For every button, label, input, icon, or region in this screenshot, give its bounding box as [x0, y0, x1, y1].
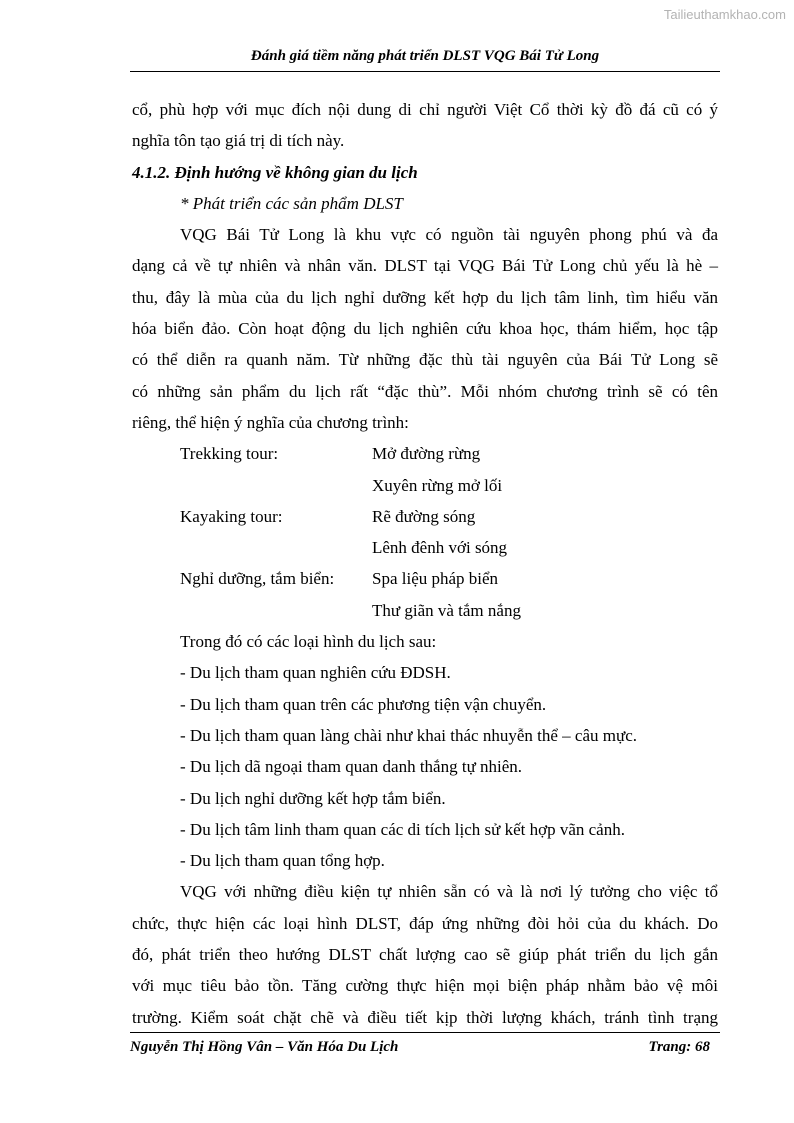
watermark: Tailieuthamkhao.com	[663, 7, 786, 22]
subheading: * Phát triển các sản phẩm DLST	[180, 193, 403, 213]
running-header: Đánh giá tiềm năng phát triển DLST VQG Bái Tử Long	[250, 48, 600, 64]
list-item: - Du lịch tham quan trên các phương tiện vận chuyển.	[180, 694, 547, 714]
text-line: riêng, thể hiện ý nghĩa của chương trình:	[132, 412, 409, 432]
tour-name: Thư giãn và tắm nắng	[372, 600, 521, 620]
list-item: - Du lịch dã ngoại tham quan danh thắng tự nhiên.	[180, 757, 523, 777]
tour-type	[180, 470, 372, 501]
tour-name: Mở đường rừng	[372, 444, 481, 464]
tour-name: Spa liệu pháp biển	[372, 569, 499, 589]
tour-type: Trekking tour:	[180, 444, 279, 464]
running-footer	[130, 1039, 710, 1056]
text-line: dạng cả về tự nhiên và nhân văn. DLST tại VQG Bái Tử Long chủ yếu là hè –	[132, 256, 718, 276]
section-heading: 4.1.2. Định hướng về không gian du lịch	[132, 162, 418, 182]
text-line: VQG Bái Tử Long là khu vực có nguồn tài nguyên phong phú và đa	[180, 225, 718, 245]
text-line: đó, phát triển theo hướng DLST chất lượng cao sẽ giúp phát triển du lịch gắn	[132, 945, 718, 965]
tour-row	[132, 470, 718, 501]
tour-row	[132, 595, 718, 626]
text-line: nghĩa tôn tạo giá trị di tích này.	[132, 131, 345, 151]
list-item: - Du lịch tâm linh tham quan các di tích lịch sử kết hợp vãn cảnh.	[180, 819, 625, 839]
list-item: - Du lịch tham quan làng chài như khai thác nhuyễn thể – câu mực.	[180, 725, 637, 745]
page-number: Trang: 68	[648, 1039, 710, 1055]
text-line: VQG với những điều kiện tự nhiên sẵn có và là nơi lý tưởng cho việc tổ	[180, 882, 718, 902]
tour-row	[132, 501, 718, 532]
tour-type: Nghỉ dưỡng, tắm biển:	[180, 569, 335, 589]
text-line: cổ, phù hợp với mục đích nội dung di chỉ người Việt Cổ thời kỳ đồ đá cũ có ý	[132, 100, 718, 119]
tour-row	[132, 563, 718, 594]
tour-type	[180, 532, 372, 563]
tour-name: Lênh đênh với sóng	[372, 538, 508, 558]
text-line: với mục tiêu bảo tồn. Tăng cường thực hiện mọi biện pháp nhằm bảo vệ môi	[132, 976, 718, 996]
list-item: - Du lịch nghỉ dưỡng kết hợp tắm biển.	[180, 788, 446, 808]
footer-divider	[130, 1032, 720, 1033]
tour-name: Rẽ đường sóng	[372, 506, 476, 526]
tour-row	[132, 532, 718, 563]
footer-author: Nguyễn Thị Hồng Vân – Văn Hóa Du Lịch	[130, 1039, 399, 1055]
header-divider	[130, 71, 720, 72]
tour-row	[132, 438, 718, 469]
text-line: có những sản phẩm du lịch rất “đặc thù”. Mỗi nhóm chương trình sẽ có tên	[132, 381, 718, 401]
text-line: trường. Kiểm soát chặt chẽ và điều tiết kịp thời lượng khách, tránh tình trạng	[132, 1007, 718, 1027]
text-line: hóa biển đảo. Còn hoạt động du lịch nghiên cứu khoa học, thám hiểm, học tập	[132, 319, 718, 339]
tour-name: Xuyên rừng mở lối	[372, 475, 503, 495]
list-item: - Du lịch tham quan tổng hợp.	[180, 851, 385, 871]
list-item: - Du lịch tham quan nghiên cứu ĐDSH.	[180, 663, 451, 683]
text-line: thu, đây là mùa của du lịch nghỉ dưỡng kết hợp du lịch tâm linh, tìm hiểu văn	[132, 287, 718, 307]
tour-type: Kayaking tour:	[180, 506, 283, 526]
text-line: có thể diễn ra quanh năm. Từ những đặc thù tài nguyên của Bái Tử Long sẽ	[132, 350, 718, 370]
tour-type	[180, 595, 372, 626]
text-line: chức, thực hiện các loại hình DLST, đáp ứng những đòi hỏi của du khách. Do	[132, 913, 718, 933]
page-content	[132, 94, 718, 1033]
list-intro: Trong đó có các loại hình du lịch sau:	[180, 632, 437, 652]
